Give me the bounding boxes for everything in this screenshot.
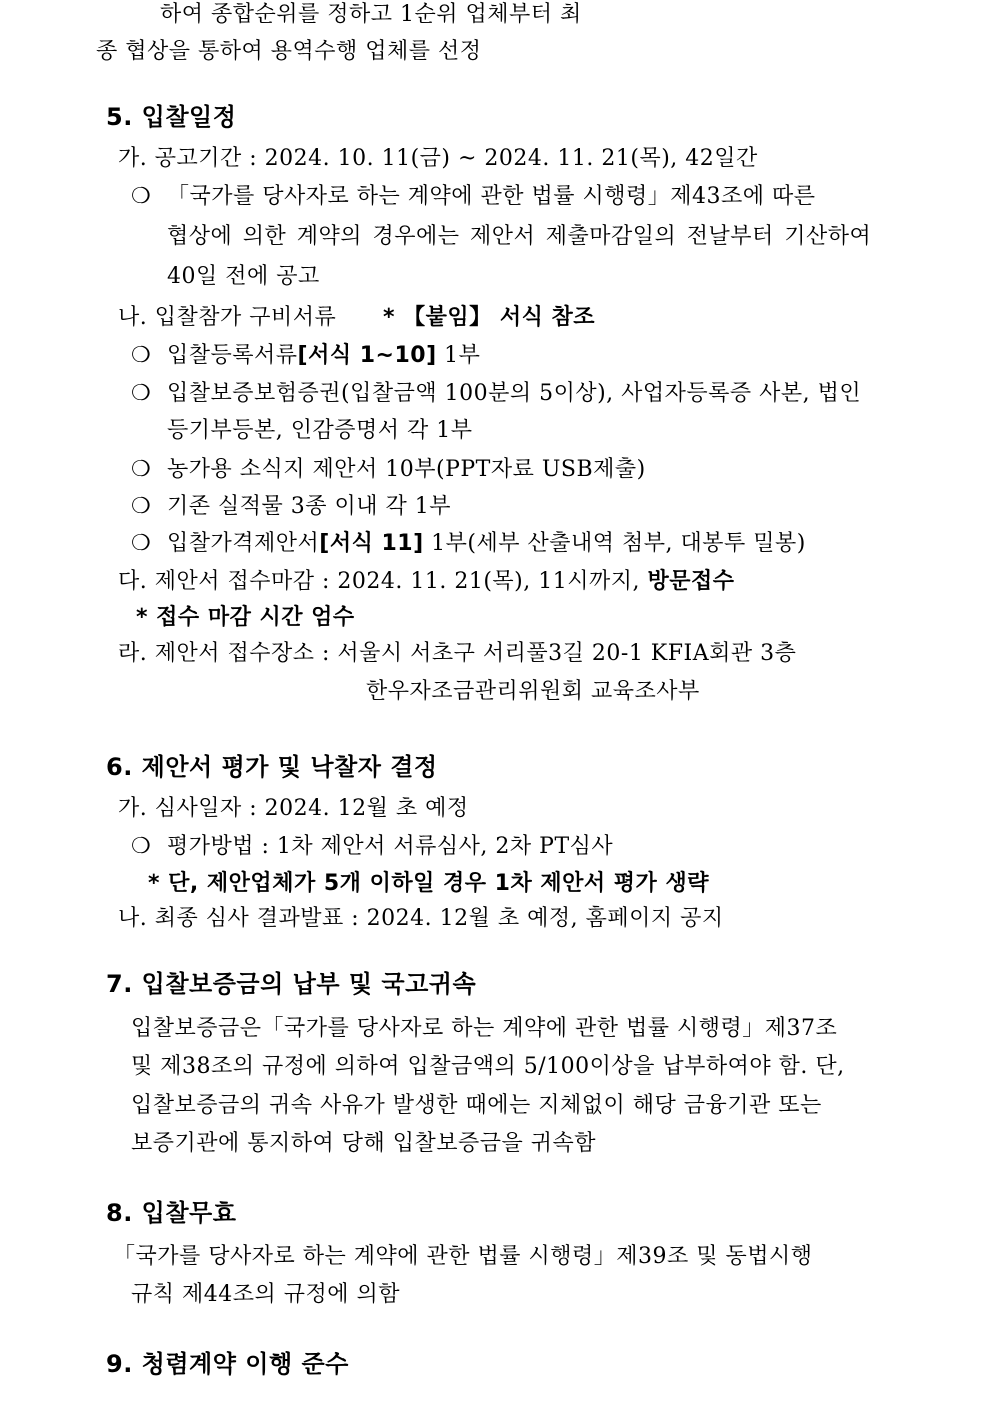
- bullet-icon: ❍: [131, 343, 152, 368]
- sec7-line-4: 보증기관에 통지하여 당해 입찰보증금을 귀속함: [131, 1131, 597, 1156]
- sec5-na-bullet-1: [167, 343, 480, 369]
- section-9-title: 9. 청렴계약 이행 준수: [106, 1350, 349, 1378]
- intro-line-2: 종 협상을 통하여 용역수행 업체를 선정: [96, 39, 482, 64]
- bullet-icon: ❍: [131, 494, 152, 519]
- bullet-icon: ❍: [131, 834, 152, 859]
- sec5-na-bullet-1-b: [서식 1~10]: [297, 343, 437, 368]
- sec5-ga: 가. 공고기간 : 2024. 10. 11(금) ~ 2024. 11. 21(목), 42일간: [118, 146, 758, 171]
- section-8-title: 8. 입찰무효: [106, 1199, 237, 1227]
- sec7-line-1: 입찰보증금은「국가를 당사자로 하는 계약에 관한 법률 시행령」제37조: [131, 1016, 838, 1041]
- sec6-na: 나. 최종 심사 결과발표 : 2024. 12월 초 예정, 홈페이지 공지: [118, 906, 724, 931]
- bullet-icon: ❍: [131, 184, 152, 209]
- sec5-na-bullet-5-c: 1부(세부 산출내역 첨부, 대봉투 밀봉): [423, 531, 806, 556]
- sec8-line-2: 규칙 제44조의 규정에 의함: [131, 1282, 400, 1307]
- sec5-na: 나. 입찰참가 구비서류: [118, 305, 337, 330]
- sec5-na-bullet-1-a: 입찰등록서류: [167, 343, 298, 368]
- section-5-title: 5. 입찰일정: [106, 103, 237, 131]
- sec8-line-1: 「국가를 당사자로 하는 계약에 관한 법률 시행령」제39조 및 동법시행: [113, 1244, 813, 1269]
- sec5-ga-bullet-line-3: 40일 전에 공고: [167, 264, 320, 289]
- sec5-da-note: * 접수 마감 시간 엄수: [136, 605, 355, 630]
- sec5-da-bold: 방문접수: [647, 569, 735, 594]
- sec5-ga-bullet-line-1: [167, 184, 897, 210]
- sec6-ga: 가. 심사일자 : 2024. 12월 초 예정: [118, 796, 469, 821]
- sec5-na-bullet-5-b: [서식 11]: [319, 531, 424, 556]
- sec5-na-bullet-4: 기존 실적물 3종 이내 각 1부: [167, 494, 451, 519]
- sec5-na-bullet-2-line-1: 입찰보증보험증권(입찰금액 100분의 5이상), 사업자등록증 사본, 법인: [167, 381, 862, 406]
- sec5-ra: 라. 제안서 접수장소 : 서울시 서초구 서리풀3길 20-1 KFIA회관 3층: [118, 641, 797, 666]
- sec6-ga-bullet-1: 평가방법 : 1차 제안서 서류심사, 2차 PT심사: [167, 834, 614, 859]
- sec5-na-bullet-2-line-2: 등기부등본, 인감증명서 각 1부: [167, 418, 473, 443]
- bullet-icon: ❍: [131, 457, 152, 482]
- section-7-title: 7. 입찰보증금의 납부 및 국고귀속: [106, 970, 477, 998]
- sec5-na-note: * 【붙임】 서식 참조: [383, 305, 595, 330]
- intro-line-1: 하여 종합순위를 정하고 1순위 업체부터 최: [160, 2, 582, 27]
- sec5-da: [118, 569, 735, 595]
- sec5-na-bullet-1-c: 1부: [436, 343, 481, 368]
- sec7-line-3: 입찰보증금의 귀속 사유가 발생한 때에는 지체없이 해당 금융기관 또는: [131, 1093, 822, 1118]
- sec7-line-2: 및 제38조의 규정에 의하여 입찰금액의 5/100이상을 납부하여야 함. 단,: [131, 1054, 845, 1079]
- sec5-ga-bullet-line-2: 협상에 의한 계약의 경우에는 제안서 제출마감일의 전날부터 기산하여: [167, 224, 872, 249]
- sec5-da-text: 다. 제안서 접수마감 : 2024. 11. 21(목), 11시까지,: [118, 569, 648, 594]
- sec5-na-bullet-5-a: 입찰가격제안서: [167, 531, 320, 556]
- section-6-title: 6. 제안서 평가 및 낙찰자 결정: [106, 753, 438, 781]
- bullet-icon: ❍: [131, 531, 152, 556]
- sec5-na-bullet-5: [167, 531, 806, 557]
- sec5-ra-line-2: 한우자조금관리위원회 교육조사부: [366, 679, 700, 704]
- sec6-ga-note: * 단, 제안업체가 5개 이하일 경우 1차 제안서 평가 생략: [148, 871, 709, 896]
- bullet-icon: ❍: [131, 381, 152, 406]
- sec5-na-bullet-3: 농가용 소식지 제안서 10부(PPT자료 USB제출): [167, 457, 646, 482]
- sec5-ga-bullet-text-1: 「국가를 당사자로 하는 계약에 관한 법률 시행령」제43조에 따른: [167, 184, 816, 209]
